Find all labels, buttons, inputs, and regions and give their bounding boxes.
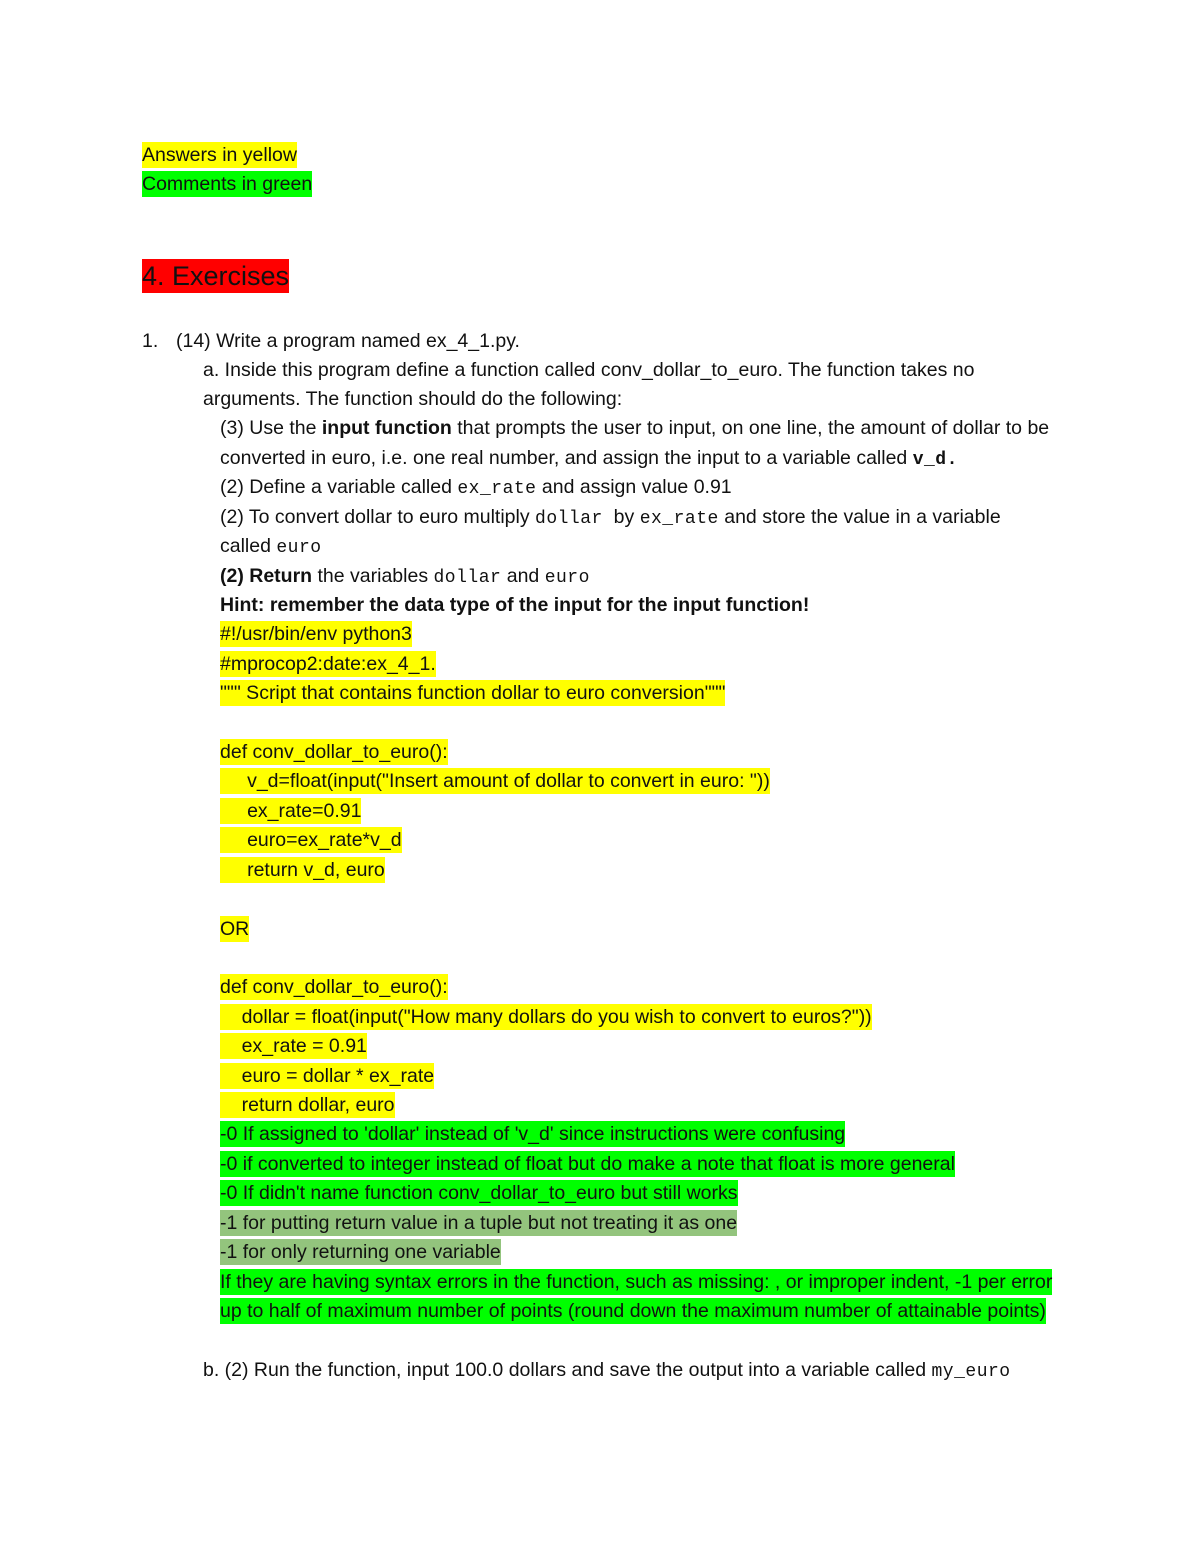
question-number: 1. (142, 330, 159, 352)
syntax-comment-line-2: up to half of maximum number of points (round down the maximum number of attainable points) (220, 1300, 1046, 1322)
grading-comment-dim: -1 for putting return value in a tuple but not treating it as one (220, 1212, 738, 1234)
answer1-line: euro=ex_rate*v_d (220, 829, 402, 851)
grading-comment: -0 If didn't name function conv_dollar_to_euro but still works (220, 1182, 738, 1204)
legend-comments: Comments in green (142, 173, 313, 195)
answer2-line: def conv_dollar_to_euro(): (220, 976, 448, 998)
answer2-line: euro = dollar * ex_rate (220, 1065, 435, 1087)
or-separator: OR (220, 918, 250, 940)
section-heading: 4. Exercises (142, 261, 290, 291)
step-3-line-2: called euro (220, 535, 322, 558)
answer1-line: v_d=float(input("Insert amount of dollar to convert in euro: ")) (220, 770, 770, 792)
step-4: (2) Return the variables dollar and euro (220, 565, 590, 588)
step-3-line-1: (2) To convert dollar to euro multiply dollar by ex_rate and store the value in a variable (220, 506, 1001, 529)
part-a-line-2: arguments. The function should do the following: (203, 388, 623, 410)
hint: Hint: remember the data type of the input for the input function! (220, 594, 810, 616)
step-1-line-1: (3) Use the input function that prompts the user to input, on one line, the amount of dollar to be (220, 417, 1050, 439)
answer-docstring: """ Script that contains function dollar to euro conversion""" (220, 682, 726, 704)
step-2: (2) Define a variable called ex_rate and assign value 0.91 (220, 476, 732, 499)
answer1-line: return v_d, euro (220, 859, 385, 881)
question-intro: (14) Write a program named ex_4_1.py. (176, 330, 520, 352)
syntax-comment-line-1: If they are having syntax errors in the function, such as missing: , or improper indent, -1 per error (220, 1271, 1053, 1293)
grading-comment: -0 if converted to integer instead of float but do make a note that float is more general (220, 1153, 955, 1175)
answer-shebang: #!/usr/bin/env python3 (220, 623, 412, 645)
grading-comment: -0 If assigned to 'dollar' instead of 'v_d' since instructions were confusing (220, 1123, 846, 1145)
answer2-line: ex_rate = 0.91 (220, 1035, 367, 1057)
grading-comment-dim: -1 for only returning one variable (220, 1241, 501, 1263)
step-1-line-2: converted in euro, i.e. one real number, and assign the input to a variable called v_d. (220, 447, 958, 470)
part-b: b. (2) Run the function, input 100.0 dollars and save the output into a variable called my_euro (203, 1359, 1011, 1382)
answer2-line: dollar = float(input("How many dollars do you wish to convert to euros?")) (220, 1006, 872, 1028)
answer1-line: ex_rate=0.91 (220, 800, 362, 822)
answer-author-line: #mprocop2:date:ex_4_1. (220, 653, 436, 675)
part-a-line-1: a. Inside this program define a function called conv_dollar_to_euro. The function takes no (203, 359, 975, 381)
answer1-line: def conv_dollar_to_euro(): (220, 741, 448, 763)
answer2-line: return dollar, euro (220, 1094, 395, 1116)
legend-answers: Answers in yellow (142, 144, 297, 166)
